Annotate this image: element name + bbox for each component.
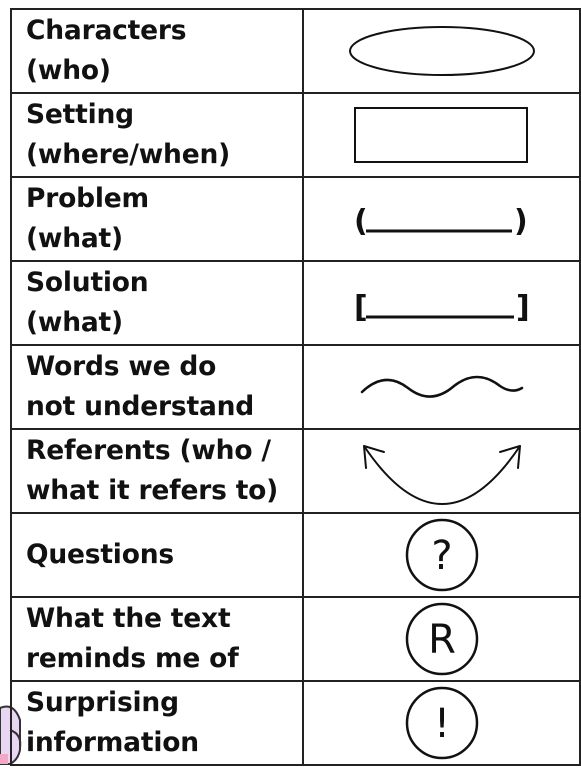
label-cell bbox=[11, 513, 303, 597]
label-cell bbox=[11, 345, 303, 429]
symbol-cell bbox=[303, 9, 580, 93]
table-row bbox=[11, 513, 580, 597]
curved-double-arrow-icon bbox=[342, 432, 542, 510]
symbol-cell bbox=[303, 261, 580, 345]
label-line-2: reminds me of bbox=[26, 643, 239, 674]
reminds-letter: R bbox=[427, 617, 456, 663]
label-line-1: Words we do bbox=[26, 351, 217, 382]
brackets-underline-icon bbox=[342, 273, 542, 333]
label-cell bbox=[11, 177, 303, 261]
label-line-2: (where/when) bbox=[26, 139, 231, 170]
circled-exclamation-icon bbox=[402, 685, 482, 761]
circled-r-icon bbox=[402, 601, 482, 677]
annotation-key-table bbox=[10, 8, 581, 766]
parentheses-underline-icon bbox=[342, 189, 542, 249]
symbol-cell bbox=[303, 429, 580, 513]
symbol-cell bbox=[303, 93, 580, 177]
table-row bbox=[11, 681, 580, 765]
ellipse-icon bbox=[342, 21, 542, 81]
label-line-2: (what) bbox=[26, 307, 123, 338]
symbol-cell bbox=[303, 681, 580, 765]
open-bracket: [ bbox=[353, 290, 368, 325]
label-line-1: Characters bbox=[26, 15, 187, 46]
rectangle-icon bbox=[347, 103, 537, 167]
table-row bbox=[11, 261, 580, 345]
question-mark: ? bbox=[430, 533, 453, 579]
label-line-1: What the text bbox=[26, 603, 231, 634]
wavy-line-icon bbox=[342, 362, 542, 412]
circled-question-mark-icon bbox=[402, 517, 482, 593]
symbol-cell bbox=[303, 345, 580, 429]
label-cell bbox=[11, 597, 303, 681]
label-line-1: Questions bbox=[26, 539, 174, 570]
label-cell bbox=[11, 681, 303, 765]
label-line-2: (what) bbox=[26, 223, 123, 254]
label-line-2: information bbox=[26, 727, 199, 758]
exclamation-mark: ! bbox=[433, 701, 450, 747]
table-row bbox=[11, 345, 580, 429]
label-line-2: not understand bbox=[26, 391, 255, 422]
label-line-1: Setting bbox=[26, 99, 134, 130]
symbol-cell bbox=[303, 513, 580, 597]
close-parenthesis: ) bbox=[513, 204, 528, 239]
table-row bbox=[11, 429, 580, 513]
close-bracket: ] bbox=[515, 290, 530, 325]
label-cell bbox=[11, 9, 303, 93]
label-line-1: Surprising bbox=[26, 687, 179, 718]
label-cell bbox=[11, 429, 303, 513]
label-line-1: Problem bbox=[26, 183, 149, 214]
label-cell bbox=[11, 261, 303, 345]
open-parenthesis: ( bbox=[353, 204, 368, 239]
label-line-2: (who) bbox=[26, 55, 111, 86]
label-line-1: Solution bbox=[26, 267, 149, 298]
table-row bbox=[11, 9, 580, 93]
label-line-1: Referents (who / bbox=[26, 435, 271, 466]
table-row bbox=[11, 93, 580, 177]
symbol-cell bbox=[303, 177, 580, 261]
label-cell bbox=[11, 93, 303, 177]
label-line-2: what it refers to) bbox=[26, 475, 279, 506]
table-row bbox=[11, 177, 580, 261]
table-row bbox=[11, 597, 580, 681]
symbol-cell bbox=[303, 597, 580, 681]
